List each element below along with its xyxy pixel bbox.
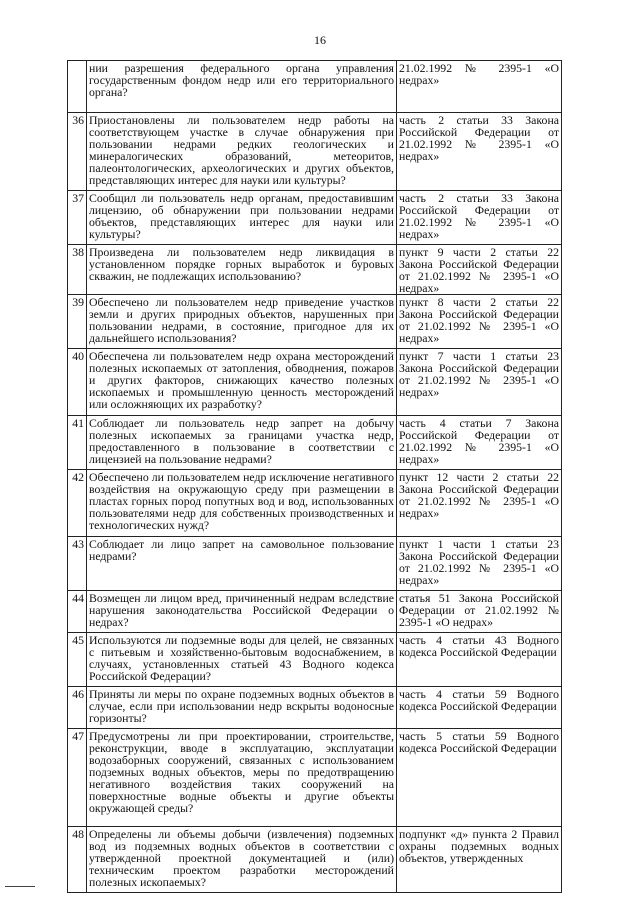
- table-row: [68, 295, 562, 349]
- row-question: Обеспечена ли пользователем недр охрана месторождений полезных ископаемых от затопления, обводнения, пожаров и других факторов, снижающих качество полезных ископаемых и промышленную ценность месторождений или осложняющих их разработку?: [87, 349, 397, 416]
- row-legal-reference: часть 4 статьи 43 Водного кодекса Российской Федерации: [397, 633, 562, 687]
- row-legal-reference: часть 4 статьи 7 Закона Российской Федерации от 21.02.1992 № 2395-1 «О недрах»: [397, 416, 562, 470]
- table-row: [68, 245, 562, 295]
- row-question: Приняты ли меры по охране подземных водных объектов в случае, если при использовании недр вскрыты водоносные горизонты?: [87, 687, 397, 729]
- row-question: Обеспечено ли пользователем недр приведение участков земли и других природных объектов, нарушенных при пользовании недрами, в состояние, пригодное для их дальнейшего использования?: [87, 295, 397, 349]
- row-legal-reference: пункт 12 части 2 статьи 22 Закона Российской Федерации от 21.02.1992 № 2395-1 «О недрах»: [397, 470, 562, 537]
- row-number: 44: [68, 591, 87, 633]
- table-row: [68, 470, 562, 537]
- table-row: [68, 349, 562, 416]
- table-row: [68, 537, 562, 591]
- row-number: 41: [68, 416, 87, 470]
- row-number: 46: [68, 687, 87, 729]
- table-row: [68, 191, 562, 245]
- row-number: 47: [68, 729, 87, 827]
- table-row: [68, 416, 562, 470]
- row-legal-reference: 21.02.1992 № 2395-1 «О недрах»: [397, 61, 562, 113]
- table-row: [68, 827, 562, 893]
- row-legal-reference: пункт 8 части 2 статьи 22 Закона Российской Федерации от 21.02.1992 № 2395-1 «О недрах»: [397, 295, 562, 349]
- row-question: Возмещен ли лицом вред, причиненный недрам вследствие нарушения законодательства Российской Федерации о недрах?: [87, 591, 397, 633]
- row-number: 45: [68, 633, 87, 687]
- row-number: [68, 61, 87, 113]
- table-row: [68, 113, 562, 191]
- row-legal-reference: часть 2 статьи 33 Закона Российской Федерации от 21.02.1992 № 2395-1 «О недрах»: [397, 191, 562, 245]
- row-question: Используются ли подземные воды для целей, не связанных с питьевым и хозяйственно-бытовым водоснабжением, в случаях, установленных статьей 43 Водного кодекса Российской Федерации?: [87, 633, 397, 687]
- row-question: Определены ли объемы добычи (извлечения) подземных вод из подземных водных объектов в соответствии с утвержденной проектной документацией и (или) техническим проектом разработки месторождений полезных ископаемых?: [87, 827, 397, 893]
- row-question: нии разрешения федерального органа управления государственным фондом недр или его территориального органа?: [87, 61, 397, 113]
- row-question: Обеспечено ли пользователем недр исключение негативного воздействия на окружающую среду при размещении в пластах горных пород попутных вод и вод, использованных пользователями недр для собственных производственных и технологических нужд?: [87, 470, 397, 537]
- row-legal-reference: часть 2 статьи 33 Закона Российской Федерации от 21.02.1992 № 2395-1 «О недрах»: [397, 113, 562, 191]
- row-number: 39: [68, 295, 87, 349]
- row-legal-reference: пункт 7 части 1 статьи 23 Закона Российской Федерации от 21.02.1992 № 2395-1 «О недрах»: [397, 349, 562, 416]
- row-legal-reference: пункт 1 части 1 статьи 23 Закона Российской Федерации от 21.02.1992 № 2395-1 «О недрах»: [397, 537, 562, 591]
- row-legal-reference: часть 4 статьи 59 Водного кодекса Российской Федерации: [397, 687, 562, 729]
- row-legal-reference: часть 5 статьи 59 Водного кодекса Российской Федерации: [397, 729, 562, 827]
- row-number: 48: [68, 827, 87, 893]
- row-question: Соблюдает ли лицо запрет на самовольное пользование недрами?: [87, 537, 397, 591]
- requirements-table: [67, 60, 562, 893]
- table-row: [68, 729, 562, 827]
- row-number: 38: [68, 245, 87, 295]
- table-row: [68, 633, 562, 687]
- table-row: [68, 61, 562, 113]
- row-legal-reference: статья 51 Закона Российской Федерации от 21.02.1992 № 2395-1 «О недрах»: [397, 591, 562, 633]
- row-question: Предусмотрены ли при проектировании, строительстве, реконструкции, вводе в эксплуатацию, эксплуатации водозаборных сооружений, связанных с использованием подземных водных объектов, меры по предотвращению негативного воздействия таких сооружений на поверхностные водные объекты и другие объекты окружающей среды?: [87, 729, 397, 827]
- row-legal-reference: подпункт «д» пункта 2 Правил охраны подземных водных объектов, утвержденных: [397, 827, 562, 893]
- row-question: Произведена ли пользователем недр ликвидация в установленном порядке горных выработок и буровых скважин, не подлежащих использованию?: [87, 245, 397, 295]
- row-question: Сообщил ли пользователь недр органам, предоставившим лицензию, об обнаружении при пользовании недрами объектов, представляющих интерес для науки или культуры?: [87, 191, 397, 245]
- row-number: 43: [68, 537, 87, 591]
- row-number: 36: [68, 113, 87, 191]
- row-number: 40: [68, 349, 87, 416]
- table-row: [68, 591, 562, 633]
- row-number: 37: [68, 191, 87, 245]
- row-question: Приостановлены ли пользователем недр работы на соответствующем участке в случае обнаружения при пользовании недрами редких геологических и минералогических образований, метеоритов, палеонтологических, археологических и других объектов, представляющих интерес для науки или культуры?: [87, 113, 397, 191]
- row-legal-reference: пункт 9 части 2 статьи 22 Закона Российской Федерации от 21.02.1992 № 2395-1 «О недрах»: [397, 245, 562, 295]
- row-question: Соблюдает ли пользователь недр запрет на добычу полезных ископаемых за границами участка недр, предоставленного в пользование в соответствии с лицензией на пользование недрами?: [87, 416, 397, 470]
- table-row: [68, 687, 562, 729]
- footer-rule: [5, 886, 35, 887]
- page-number: 16: [314, 33, 326, 47]
- row-number: 42: [68, 470, 87, 537]
